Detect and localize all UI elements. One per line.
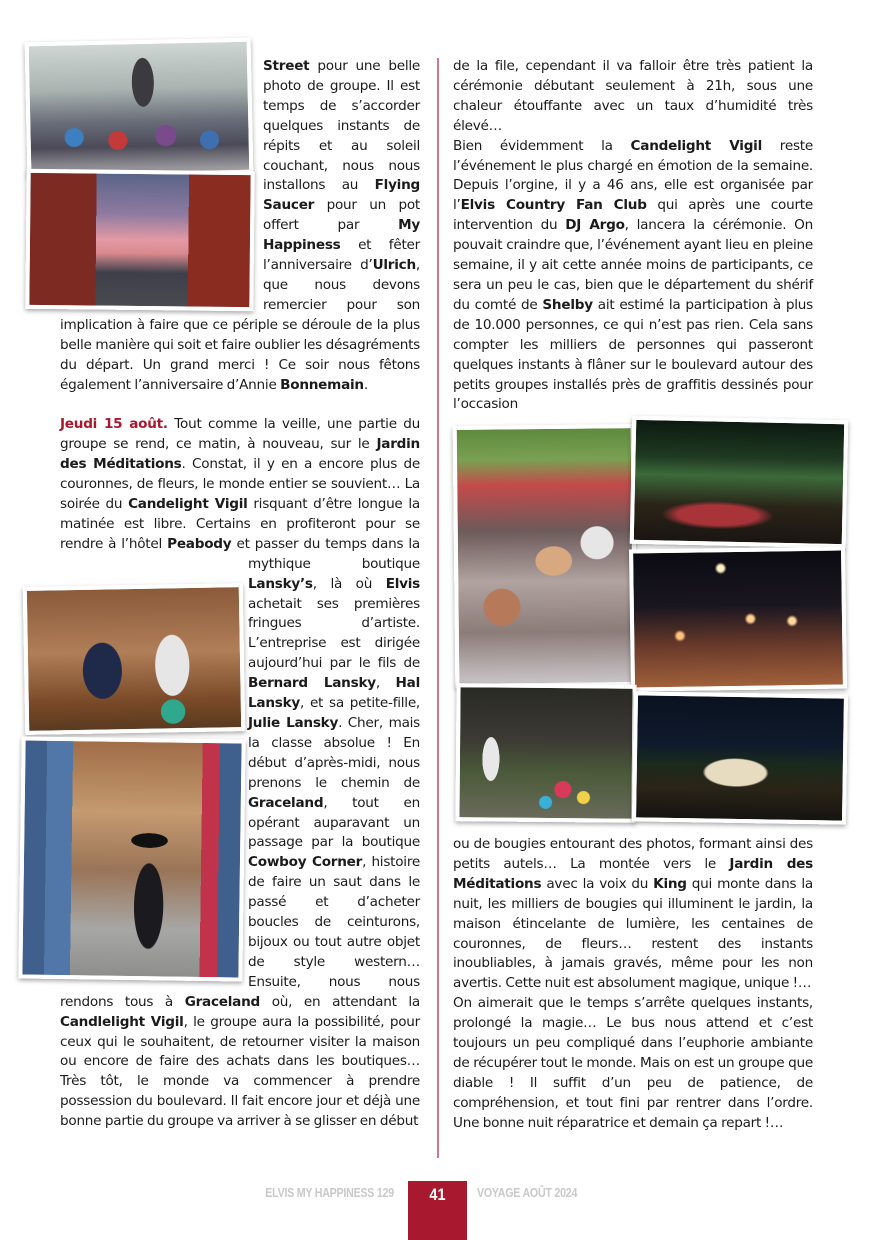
emphasis-text: Shelby xyxy=(542,296,593,313)
photo-cowboy-corner xyxy=(18,736,245,981)
body-text: qui monte dans la nuit, les milliers de bougies qui illuminent le jardin, la maison étincelante de lumière, les centaines de couronnes, de fleurs… restent des instants inoubliables, à jamais gravés, même pour les non avertis. Cette nuit est absolument magique, unique !… xyxy=(453,875,814,992)
body-text: qui après une courte intervention du xyxy=(453,197,813,234)
photo-candles-raised xyxy=(629,546,847,691)
right-column xyxy=(453,57,813,415)
photo-lansky-shop xyxy=(23,583,246,735)
photo-street-sunset xyxy=(25,169,254,311)
body-text: de la file, cependant il va falloir être très patient la cérémonie débutant seulement à 21h, sous une chaleur étouffante avec un taux d’humidité très élevé… xyxy=(453,58,813,134)
footer-magazine-title: ELVIS MY HAPPINESS 129 xyxy=(265,1185,394,1200)
body-text: Bien évidemment la xyxy=(453,137,631,154)
photo-crowd-queue xyxy=(453,424,638,688)
body-text: pour un pot offert par xyxy=(263,197,420,234)
emphasis-text: Jardin des Méditations xyxy=(453,855,813,892)
body-text: et fêter l’anniversaire d’ xyxy=(263,237,420,274)
body-text: où, en attendant la xyxy=(260,993,420,1010)
body-text: , xyxy=(375,675,396,692)
body-text: , histoire de faire un saut dans le passé et d’acheter boucles de ceinturons, bijoux ou tout autre objet de style western… Ensuite, nous nous rendons tous à xyxy=(60,854,420,1010)
emphasis-text: Candelight Vigil xyxy=(128,496,248,513)
body-text: . xyxy=(363,376,368,393)
page-number: 41 xyxy=(429,1185,446,1204)
right-paragraph-4 xyxy=(453,994,813,1133)
photo-altar-flowers xyxy=(455,683,636,823)
emphasis-text: Lansky’s xyxy=(248,575,313,592)
emphasis-text: Candelight Vigil xyxy=(630,137,762,154)
photo-vigil-night-trees xyxy=(630,416,849,548)
emphasis-text: King xyxy=(653,875,687,892)
right-paragraph-3 xyxy=(453,835,813,994)
photo-graceland-night xyxy=(632,691,848,824)
emphasis-text: My Happiness xyxy=(263,217,420,254)
body-text: , là où xyxy=(312,575,386,592)
body-text: la mythique boutique xyxy=(248,535,420,572)
emphasis-text: Elvis Country Fan Club xyxy=(460,197,647,214)
emphasis-text: Bernard Lansky xyxy=(248,675,376,692)
emphasis-text: Peabody xyxy=(167,535,232,552)
right-paragraph-1 xyxy=(453,57,813,137)
emphasis-text: Elvis xyxy=(385,575,420,592)
emphasis-text: DJ Argo xyxy=(565,217,625,234)
emphasis-text: Graceland xyxy=(248,794,324,811)
body-text: . Constat, il y en a encore plus de couronnes, de fleurs, le monde entier se souvient… La soirée du xyxy=(60,456,420,513)
body-text: . Cher, mais la classe absolue ! En début d’après-midi, nous prenons le chemin de xyxy=(248,715,421,791)
column-divider xyxy=(437,58,439,1158)
body-text: , et sa petite-fille, xyxy=(300,695,420,712)
body-text: ou de bougies entourant des photos, formant ainsi des petits autels… La montée vers le xyxy=(453,836,813,872)
emphasis-text: Ulrich xyxy=(372,257,416,274)
body-text: achetait ses premières fringues d’artiste. L’entreprise est dirigée aujourd’hui par le fils de xyxy=(248,595,420,672)
body-text: , que nous devons remercier pour son implication à faire que ce périple se déroule de la plus belle manière qui soit et faire oublier les désagréments du départ. Un grand merci ! Ce soir nous fêtons également l’anniversaire d’Annie xyxy=(60,257,420,393)
body-text: avec la voix du xyxy=(541,875,654,892)
photo-group-statue xyxy=(25,38,254,179)
emphasis-text: Bonnemain xyxy=(280,376,364,393)
body-text: , tout en opérant auparavant un passage par la boutique xyxy=(248,794,420,851)
body-text: , le groupe aura la possibilité, pour ceux qui le souhaitent, de retourner visiter la maison ou encore de faire des achats dans les boutiques… Très tôt, le monde va commencer à prendre possession du boulevard. Il fait encore jour et déjà une bonne partie du groupe va arriver à se glisser en début xyxy=(60,1013,421,1130)
body-text: risquant d’être longue la matinée est libre. Certains en profiteront pour se rendre à l’hôtel xyxy=(60,496,420,552)
right-column-lower xyxy=(453,835,813,1134)
body-text: reste l’événement le plus chargé en émotion de la semaine. Depuis l’orgine, il y a 46 ans, elle est organisée par l’ xyxy=(453,137,813,214)
body-text: On aimerait que le temps s’arrête quelques instants, prolongé la magie… Le bus nous attend et c’est toujours un peu compliqué dans l’euphorie ambiante de récupérer tout le monde. Mais on est un groupe que diable ! Il suffit d’un peu de patience, de compréhension, et tout fini par rentrer dans l’ordre. Une bonne nuit réparatrice et demain ça repart !… xyxy=(453,995,813,1131)
footer-section-title: VOYAGE AOÛT 2024 xyxy=(477,1185,578,1200)
page-number-badge xyxy=(408,1181,467,1240)
emphasis-text: Candlelight Vigil xyxy=(60,1013,184,1030)
body-text: pour une belle photo de groupe. Il est temps de s’accorder quelques instants de répits et au soleil couchant, nous nous installons au xyxy=(263,58,420,194)
page-footer xyxy=(0,1181,874,1240)
emphasis-text: Jardin des Méditations xyxy=(60,436,420,473)
emphasis-text: Cowboy Corner xyxy=(248,854,363,871)
emphasis-text: Flying Saucer xyxy=(263,177,420,214)
body-text: Tout comme la veille, une partie du groupe se rend, ce matin, à nouveau, sur le xyxy=(60,416,420,453)
emphasis-text: Hal Lansky xyxy=(248,675,420,712)
date-heading: Jeudi 15 août. xyxy=(60,416,168,433)
body-text: et passer du temps dans xyxy=(231,535,409,552)
emphasis-text: Street xyxy=(263,58,310,74)
emphasis-text: Graceland xyxy=(184,993,260,1010)
body-text: ait estimé la participation à plus de 10.000 personnes, ce qui n’est pas rien. Cela sans compter les milliers de personnes qui passeront quelques instants à flâner sur le boulevard autour des petits groupes installés près de graffitis dessinés pour l’occasion xyxy=(453,296,813,413)
emphasis-text: Julie Lansky xyxy=(248,715,339,731)
body-text: , lancera la cérémonie. On pouvait craindre que, l’événement ayant lieu en pleine semaine, il y ait cette année moins de participants, ce sera un peu le cas, bien que le département du shérif du comté de xyxy=(453,217,813,313)
right-paragraph-2 xyxy=(453,137,813,416)
